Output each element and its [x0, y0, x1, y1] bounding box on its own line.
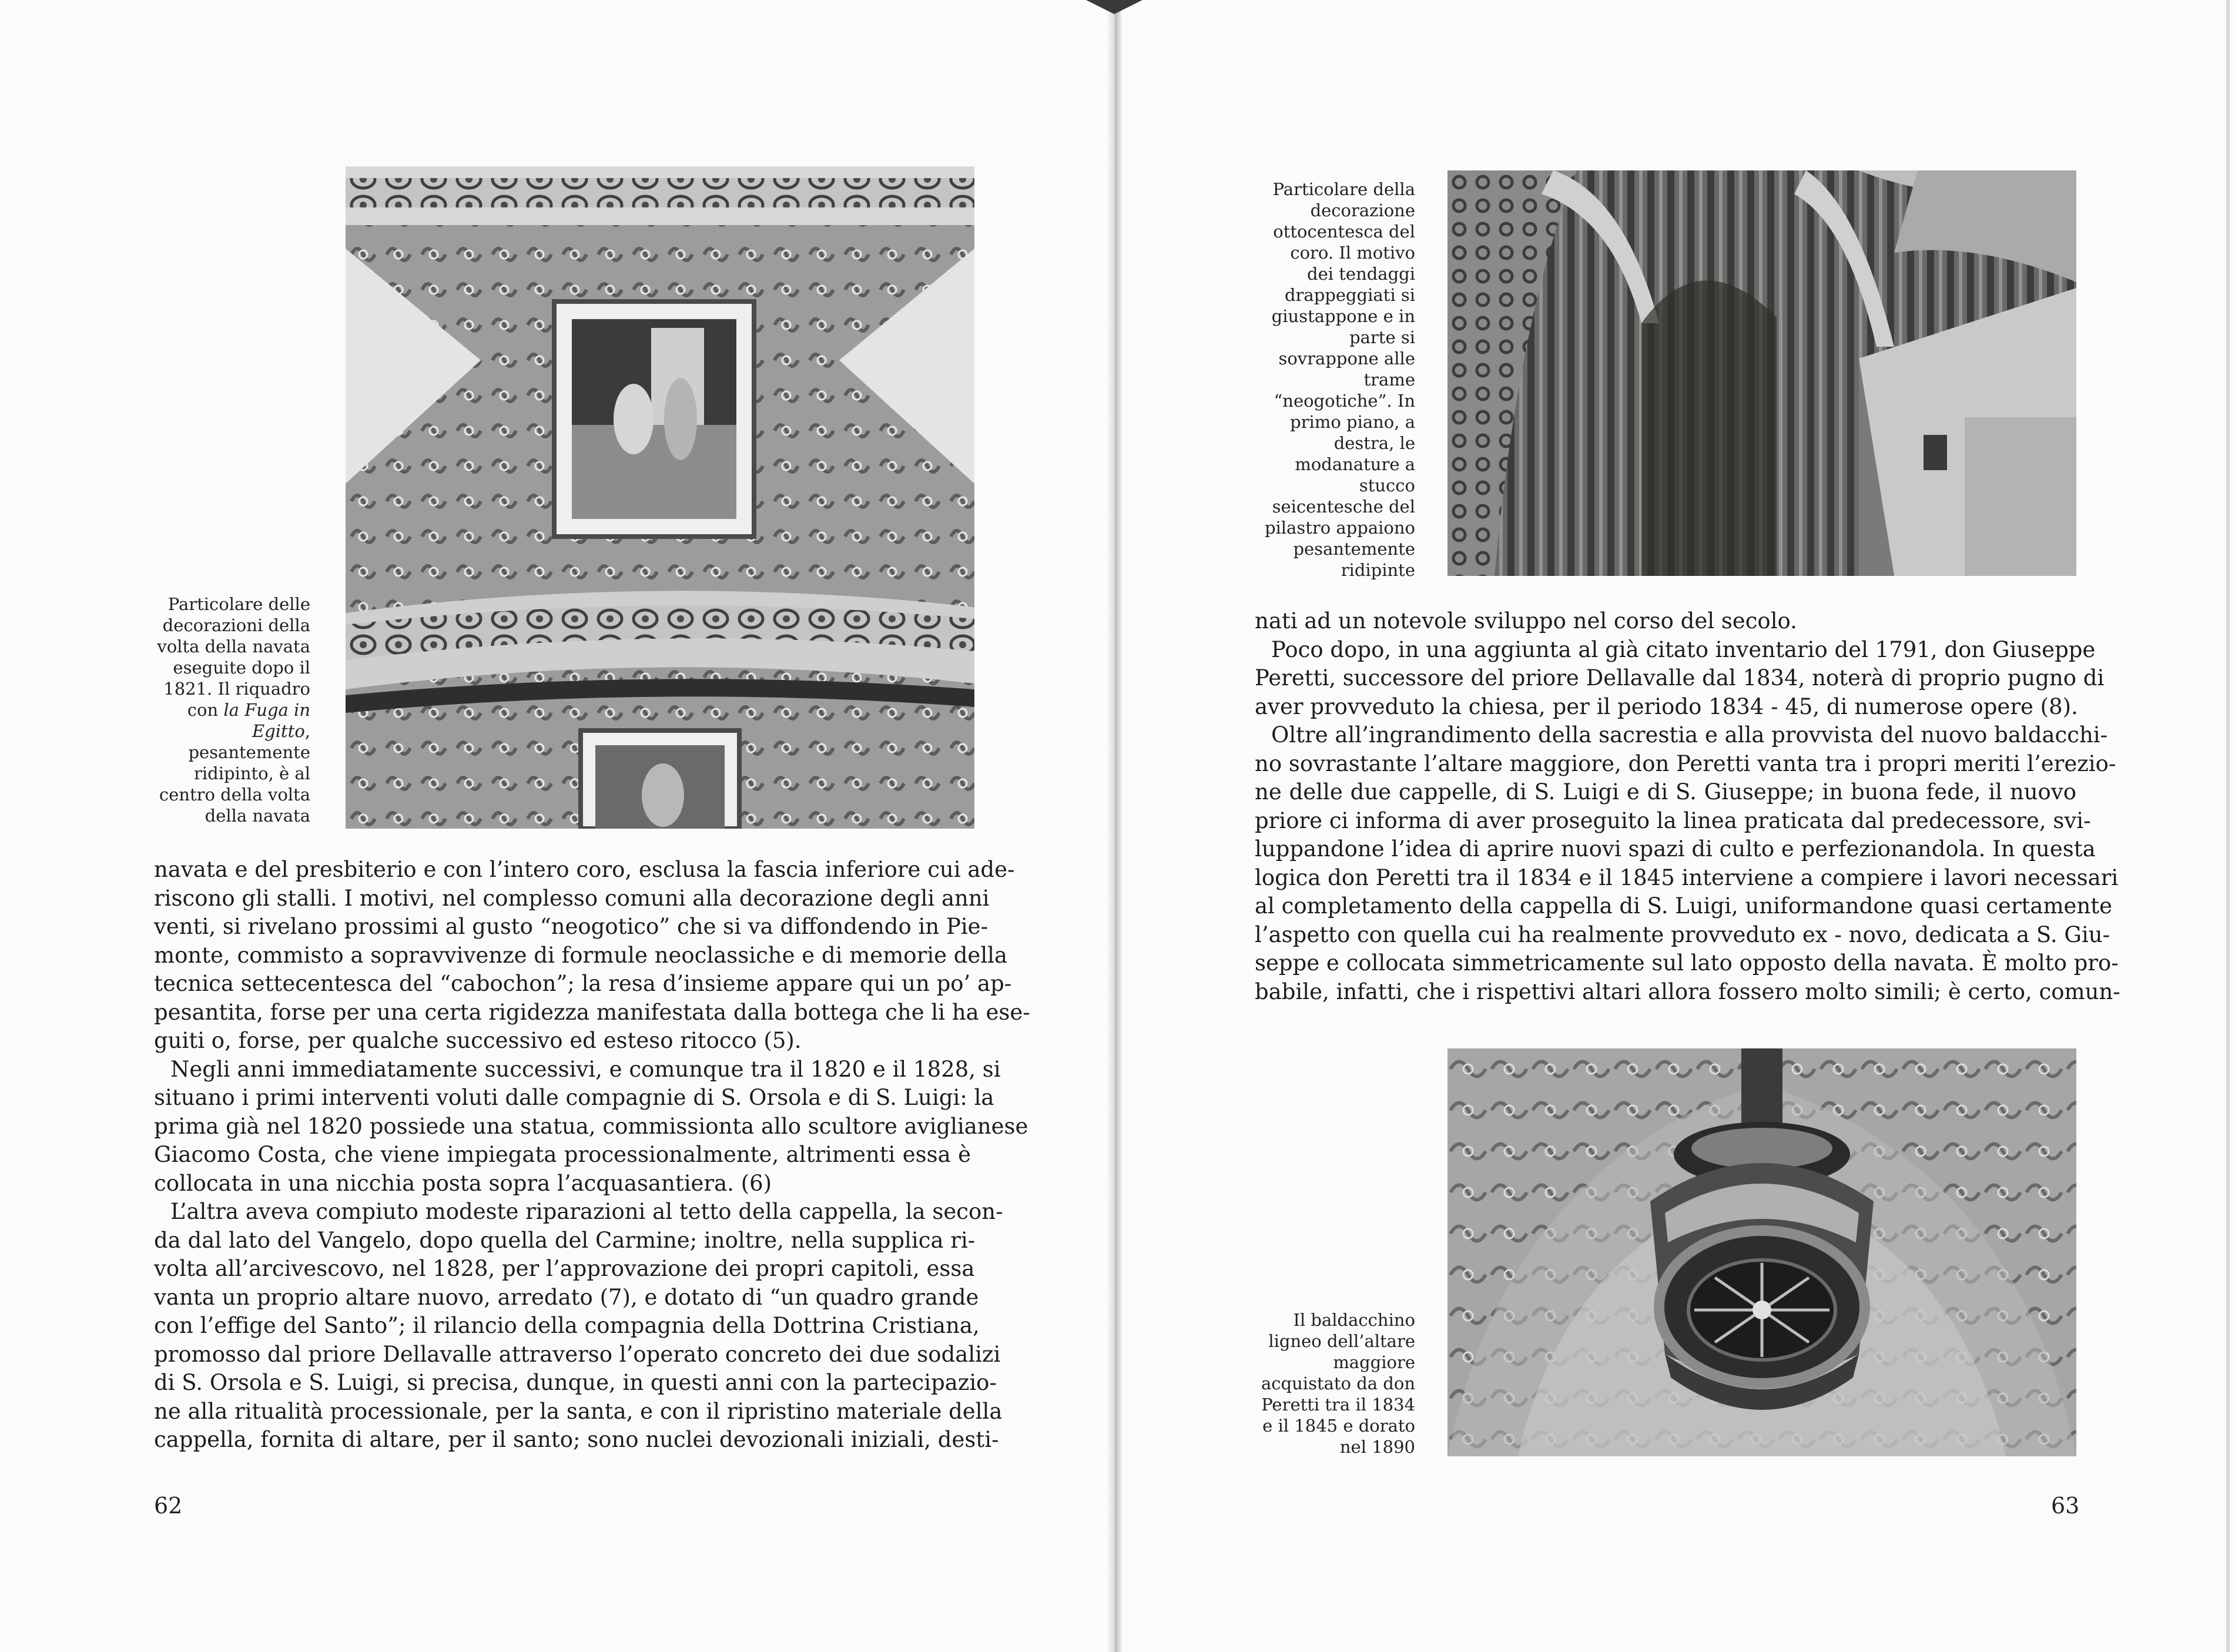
text-line: seppe e collocata simmetricamente sul lato opposto della navata. È molto pro- — [1255, 950, 2119, 976]
caption-line — [141, 721, 310, 742]
text-line: guiti o, forse, per qualche successivo ed esteso ritocco (5). — [154, 1028, 802, 1053]
caption-line: ridipinte — [1341, 560, 1415, 580]
left-body-text — [154, 856, 1030, 1455]
text-line: luppandone l’idea di aprire nuovi spazi di culto e perfezionandola. In questa — [1255, 836, 2096, 862]
text-line: ne delle due cappelle, di S. Luigi e di S. Giuseppe; in buona fede, il nuovo — [1255, 779, 2076, 805]
caption-line: eseguite dopo il — [173, 658, 310, 678]
vault-photo-caption — [141, 594, 310, 826]
caption-line: ottocentesca del — [1273, 222, 1415, 242]
text-line: navata e del presbiterio e con l’intero coro, esclusa la fascia inferiore cui ade- — [154, 857, 1015, 882]
caption-text: , — [304, 721, 310, 741]
caption-line: maggiore — [1333, 1352, 1415, 1372]
choir-decoration-photo — [1447, 170, 2076, 576]
text-line: prima già nel 1820 possiede una statua, commissionta allo scultore aviglianese — [154, 1113, 1028, 1139]
text-line: logica don Peretti tra il 1834 e il 1845 interviene a compiere i lavori necessari — [1255, 864, 2119, 890]
text-line: babile, infatti, che i rispettivi altari allora fossero molto simili; è certo, comun- — [1255, 979, 2120, 1004]
caption-line: acquistato da don — [1261, 1373, 1415, 1393]
caption-line: dei tendaggi — [1307, 264, 1415, 284]
text-line: priore ci informa di aver proseguito la linea praticata dal predecessore, svi- — [1255, 807, 2091, 833]
text-line: con l’effige del Santo”; il rilancio della compagnia della Dottrina Cristiana, — [154, 1313, 980, 1338]
text-line: l’aspetto con quella cui ha realmente provveduto ex - novo, dedicata a S. Giu- — [1255, 921, 2110, 947]
text-line: vanta un proprio altare nuovo, arredato (7), e dotato di “un quadro grande — [154, 1284, 979, 1310]
caption-line: Particolare della — [1272, 179, 1415, 199]
text-line: ne alla ritualità processionale, per la santa, e con il ripristino materiale della — [154, 1398, 1003, 1424]
text-line: no sovrastante l’altare maggiore, don Peretti vanta tra i propri meriti l’erezio- — [1255, 750, 2116, 776]
caption-line: seicentesche del — [1272, 497, 1415, 517]
text-line: da dal lato del Vangelo, dopo quella del Carmine; inoltre, nella supplica ri- — [154, 1227, 976, 1253]
text-line: situano i primi interventi voluti dalle compagnie di S. Orsola e di S. Luigi: la — [154, 1085, 994, 1110]
caption-line: nel 1890 — [1339, 1437, 1415, 1457]
caption-line: centro della volta — [159, 785, 310, 805]
caption-line: pilastro appaiono — [1264, 518, 1415, 538]
page-number-right: 63 — [2051, 1493, 2080, 1519]
text-line: venti, si rivelano prossimi al gusto “neogotico” che si va diffondendo in Pie- — [154, 914, 989, 939]
text-line: al completamento della cappella di S. Luigi, uniformandone quasi certamente — [1255, 893, 2113, 919]
gutter-mark — [1086, 0, 1142, 14]
baldachin-photo-caption — [1246, 1309, 1415, 1457]
caption-line: ridipinto, è al — [194, 763, 310, 783]
text-line: Peretti, successore del priore Dellavalle dal 1834, noterà di proprio pugno di — [1255, 665, 2105, 691]
caption-line: destra, le — [1333, 433, 1415, 453]
text-line: Oltre all’ingrandimento della sacrestia e alla provvista del nuovo baldacchi- — [1271, 722, 2108, 748]
caption-line: decorazione — [1310, 200, 1415, 220]
caption-line: giustappone e in — [1271, 306, 1415, 326]
caption-line: pesantemente — [1293, 539, 1415, 559]
caption-line: della navata — [205, 806, 310, 826]
choir-photo-caption — [1234, 179, 1415, 581]
caption-line: volta della navata — [157, 636, 310, 656]
caption-line: pesantemente — [188, 742, 310, 762]
text-line: tecnica settecentesca del “cabochon”; la resa d’insieme appare qui un po’ ap- — [154, 971, 1012, 996]
caption-line: stucco — [1359, 475, 1415, 495]
caption-line: Particolare delle — [167, 594, 310, 614]
caption-line: Peretti tra il 1834 — [1261, 1395, 1415, 1415]
caption-line: sovrappone alle — [1278, 349, 1415, 368]
text-line: Poco dopo, in una aggiunta al già citato inventario del 1791, don Giuseppe — [1271, 636, 2096, 662]
text-line: Negli anni immediatamente successivi, e comunque tra il 1820 e il 1828, si — [170, 1056, 1001, 1082]
caption-line: trame — [1363, 370, 1415, 390]
text-line: riscono gli stalli. I motivi, nel complesso comuni alla decorazione degli anni — [154, 885, 990, 911]
caption-line: coro. Il motivo — [1290, 243, 1415, 263]
caption-italic-title: la Fuga in — [223, 700, 310, 720]
text-line: volta all’arcivescovo, nel 1828, per l’approvazione dei propri capitoli, essa — [154, 1256, 975, 1281]
caption-italic-title: Egitto — [252, 721, 305, 741]
right-body-text — [1255, 607, 2120, 1006]
caption-line: e il 1845 e dorato — [1262, 1416, 1415, 1436]
baldachin-photo — [1447, 1048, 2076, 1456]
caption-line: decorazioni della — [162, 615, 310, 635]
caption-line: Il baldacchino — [1293, 1310, 1415, 1330]
vault-decoration-photo — [346, 166, 974, 829]
text-line: collocata in una nicchia posta sopra l’acquasantiera. (6) — [154, 1170, 772, 1196]
caption-line: “neogotiche”. In — [1274, 391, 1415, 411]
caption-line: drappeggiati si — [1284, 285, 1415, 305]
caption-line: 1821. Il riquadro — [163, 679, 310, 699]
text-line: nati ad un notevole sviluppo nel corso del secolo. — [1255, 608, 1797, 634]
caption-line: primo piano, a — [1290, 412, 1415, 432]
page-number-left: 62 — [154, 1493, 183, 1519]
caption-text: con — [187, 700, 224, 720]
text-line: di S. Orsola e S. Luigi, si precisa, dunque, in questi anni con la partecipazio- — [154, 1370, 997, 1395]
caption-line — [141, 699, 310, 721]
book-gutter — [1108, 0, 1122, 1652]
text-line: monte, commisto a sopravvivenze di formule neoclassiche e di memorie della — [154, 942, 1008, 968]
text-line: Giacomo Costa, che viene impiegata processionalmente, altrimenti essa è — [154, 1142, 971, 1167]
caption-line: ligneo dell’altare — [1268, 1331, 1415, 1351]
text-line: pesantita, forse per una certa rigidezza manifestata dalla bottega che li ha ese- — [154, 999, 1030, 1025]
caption-line: parte si — [1349, 327, 1415, 347]
text-line: promosso dal priore Dellavalle attraverso l’operato concreto dei due sodalizi — [154, 1341, 1001, 1367]
caption-line: modanature a — [1295, 454, 1415, 474]
page-edge — [2226, 0, 2230, 1652]
text-line: cappella, fornita di altare, per il santo; sono nuclei devozionali iniziali, desti- — [154, 1427, 999, 1452]
text-line: L’altra aveva compiuto modeste riparazioni al tetto della cappella, la secon- — [170, 1199, 1003, 1224]
text-line: aver provveduto la chiesa, per il periodo 1834 - 45, di numerose opere (8). — [1255, 693, 2078, 719]
